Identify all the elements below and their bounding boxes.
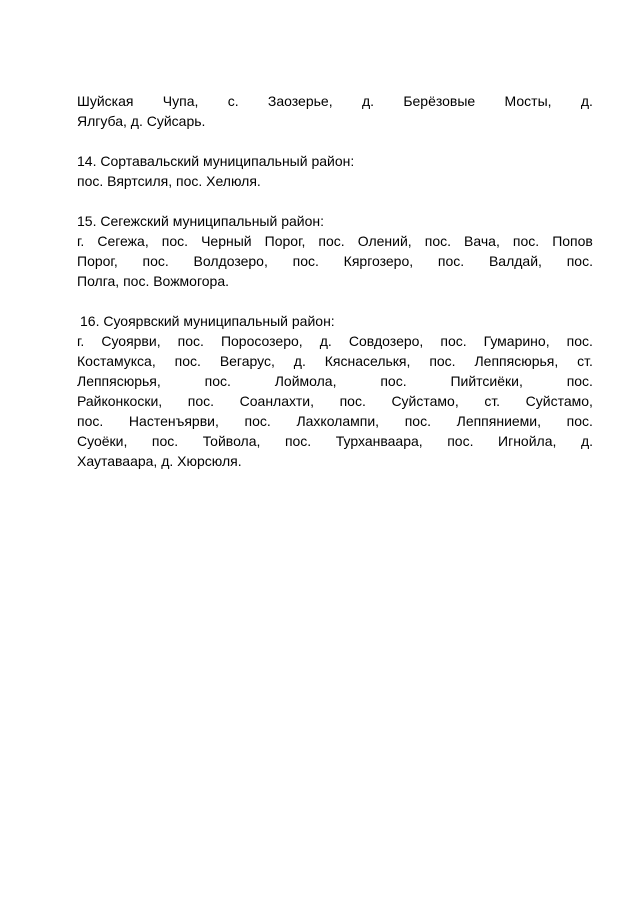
section-15-line-2 — [77, 251, 593, 271]
section-14-text: пос. Вяртсиля, пос. Хелюля. — [77, 173, 261, 189]
section-16-line-5 — [77, 411, 593, 431]
word: пос. — [161, 233, 189, 249]
word: Берёзовые — [403, 93, 476, 109]
section-16-line-1 — [77, 331, 593, 351]
word: Лоймола, — [274, 373, 337, 389]
word: пос. — [566, 253, 593, 269]
word: пос. — [339, 393, 366, 409]
word: Пийтсиёки, — [450, 373, 523, 389]
word: Порог, — [264, 233, 306, 249]
word: Вегарус, — [219, 353, 275, 369]
word: Настенъярви, — [128, 413, 219, 429]
word: пос. — [440, 333, 467, 349]
word: Черный — [201, 233, 252, 249]
word: д. — [580, 433, 593, 449]
section-15-line-1 — [77, 231, 593, 251]
word: Заозерье, — [267, 93, 333, 109]
word: с. — [227, 93, 239, 109]
word: пос. — [151, 433, 179, 449]
word: Попов — [552, 233, 593, 249]
word: пос. — [292, 253, 319, 269]
section-16-line-4 — [77, 391, 593, 411]
word: пос. — [380, 373, 407, 389]
word: пос. — [512, 233, 540, 249]
word: Чупа, — [162, 93, 199, 109]
word: ст. — [484, 393, 501, 409]
word: Вача, — [464, 233, 500, 249]
document-page — [77, 91, 593, 471]
word: пос. — [187, 393, 215, 409]
word: пос. — [244, 413, 271, 429]
word: Леппясюрья, — [77, 373, 161, 389]
word: пос. — [447, 433, 474, 449]
word: пос. — [566, 373, 593, 389]
section-16-heading: 16. Суоярвский муниципальный район: — [80, 313, 335, 329]
word: Гумарино, — [483, 333, 550, 349]
word: Мосты, — [504, 93, 552, 109]
section-16-line-3 — [77, 371, 593, 391]
section-15-line-3: Полга, пос. Вожмогора. — [77, 273, 230, 289]
word: пос. — [142, 253, 169, 269]
intro-line-2: Ялгуба, д. Суйсарь. — [77, 113, 206, 129]
section-14-heading: 14. Сортавальский муниципальный район: — [77, 153, 355, 169]
word: Валдай, — [488, 253, 542, 269]
word: Шуйская — [77, 93, 134, 109]
intro-line-1 — [77, 91, 593, 111]
word: д. — [580, 93, 593, 109]
word: Совдозеро, — [348, 333, 424, 349]
word: Порог, — [77, 253, 118, 269]
word: Игнойла, — [498, 433, 557, 449]
word: г. — [77, 333, 85, 349]
word: Леппяниеми, — [456, 413, 542, 429]
word: г. — [77, 233, 85, 249]
word: Леппясюрья, — [474, 353, 559, 369]
word: Тойвола, — [202, 433, 261, 449]
word: Олений, — [357, 233, 412, 249]
word: Лахколампи, — [296, 413, 380, 429]
word: пос. — [429, 353, 456, 369]
word: Райконкоски, — [77, 393, 163, 409]
word: Сегежа, — [97, 233, 149, 249]
word: Костамукса, — [77, 353, 156, 369]
word: пос. — [284, 433, 312, 449]
word: Суоярви, — [101, 333, 161, 349]
word: пос. — [404, 413, 431, 429]
section-16-line-2 — [77, 351, 593, 371]
word: д. — [361, 93, 374, 109]
word: Суйстамо, — [525, 393, 593, 409]
word: ст. — [577, 353, 593, 369]
section-16-line-7: Хаутаваара, д. Хюрсюля. — [77, 453, 242, 469]
word: пос. — [177, 333, 204, 349]
word: Суйстамо, — [391, 393, 459, 409]
word: Турханваара, — [335, 433, 423, 449]
word: пос. — [566, 413, 593, 429]
section-15-heading: 15. Сегежский муниципальный район: — [77, 213, 325, 229]
word: Волдозеро, — [193, 253, 268, 269]
word: пос. — [174, 353, 201, 369]
word: пос. — [204, 373, 231, 389]
word: пос. — [566, 333, 593, 349]
word: пос. — [318, 233, 345, 249]
word: пос. — [437, 253, 465, 269]
word: д. — [319, 333, 332, 349]
word: пос. — [77, 413, 104, 429]
word: Суоёки, — [77, 433, 128, 449]
section-16-line-6 — [77, 431, 593, 451]
word: Кяргозеро, — [343, 253, 414, 269]
word: Кяснаселькя, — [324, 353, 411, 369]
word: Соанлахти, — [239, 393, 314, 409]
word: пос. — [424, 233, 451, 249]
word: Поросозеро, — [220, 333, 303, 349]
word: д. — [293, 353, 306, 369]
